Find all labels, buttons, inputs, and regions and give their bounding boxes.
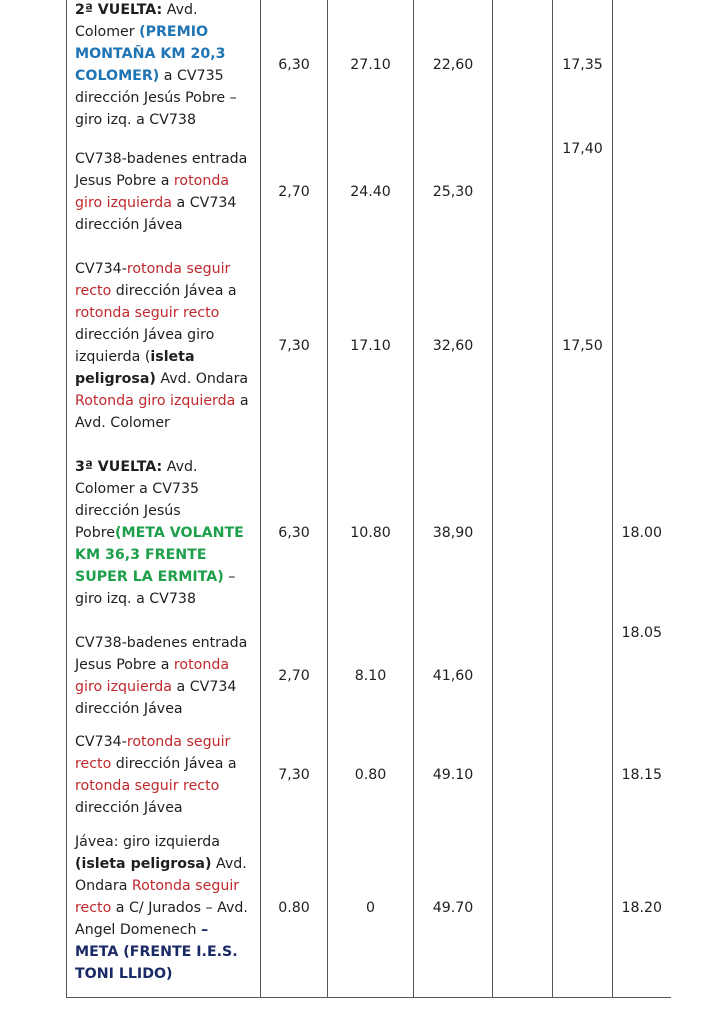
route-text-segment: a Avd. Colomer [75,393,249,431]
km-remaining-cell [328,621,414,731]
time-slow-cell [613,731,671,819]
time-slow-cell [613,0,671,137]
blank-cell [493,445,553,621]
km-total-cell [414,621,493,731]
blank-cell [493,137,553,247]
km-partial-cell [261,247,328,445]
time-fast-cell [553,731,613,819]
route-text-segment: – META (FRENTE I.E.S. TONI LLIDO) [75,921,238,982]
route-text-segment: dirección Jávea a [111,756,237,772]
route-text-segment: CV738-badenes entrada Jesus Pobre a [75,635,248,673]
table-row [67,247,671,445]
blank-cell [493,0,553,137]
km-total-cell [414,819,493,997]
time-fast-cell [553,445,613,621]
km-remaining-cell [328,731,414,819]
time-fast-cell [553,819,613,997]
time-slow-cell [613,621,671,731]
time-slow-value: 18.05 [621,625,663,641]
km-total-cell [414,731,493,819]
route-text-segment: Avd. Ondara [75,855,247,894]
km-remaining-value: 0.80 [354,767,387,783]
km-remaining-cell [328,137,414,247]
route-description [67,621,261,731]
time-slow-cell [613,247,671,445]
km-partial-value: 2,70 [278,668,310,684]
km-partial-value: 7,30 [278,767,310,783]
km-total-value: 25,30 [432,184,474,200]
route-description [67,731,261,819]
route-text-segment: Avd. Colomer [75,2,198,40]
table-row [67,445,671,621]
km-partial-value: 6,30 [278,525,310,541]
km-total-value: 22,60 [432,57,474,73]
blank-cell [493,731,553,819]
route-text-segment: dirección Jávea a [111,283,237,299]
route-text-segment: 2ª VUELTA: [75,2,163,18]
time-slow-cell [613,445,671,621]
km-remaining-cell [328,819,414,997]
time-fast-value: 17,50 [562,338,603,354]
km-remaining-value: 8.10 [354,668,387,684]
table-row [67,731,671,819]
km-partial-cell [261,0,328,137]
km-partial-cell [261,819,328,997]
km-total-cell [414,137,493,247]
route-description [67,445,261,621]
km-total-cell [414,247,493,445]
route-text-segment: a CV734 dirección Jávea [75,679,237,717]
time-slow-value: 18.15 [621,767,663,783]
time-slow-value: 18.00 [621,525,663,541]
route-text-segment: dirección Jávea [75,800,183,816]
km-partial-cell [261,137,328,247]
km-partial-value: 0.80 [278,899,310,916]
time-slow-cell [613,819,671,997]
route-description [67,137,261,247]
time-fast-value: 17,40 [562,141,603,157]
route-table [66,0,671,998]
km-remaining-cell [328,247,414,445]
route-text-segment: CV738-badenes entrada Jesus Pobre a [75,151,248,189]
route-description [67,0,261,137]
time-slow-cell [613,137,671,247]
route-text-segment: rotonda giro izquierda [75,657,230,695]
time-fast-cell [553,247,613,445]
blank-cell [493,819,553,997]
blank-cell [493,247,553,445]
route-text-segment: a CV735 dirección Jesús Pobre – giro izq. a CV738 [75,68,237,128]
route-text-segment: CV734- [75,734,127,750]
route-text-segment: Rotonda giro izquierda [75,393,236,409]
km-partial-value: 6,30 [278,57,310,73]
km-partial-cell [261,445,328,621]
table-row [67,137,671,247]
route-text-segment: CV734- [75,261,127,277]
route-text-segment: – giro izq. a CV738 [75,569,236,607]
time-fast-cell [553,137,613,247]
route-description [67,247,261,445]
route-text-segment: (isleta peligrosa) [75,855,212,872]
km-partial-value: 2,70 [278,184,310,200]
km-total-value: 49.10 [432,767,474,783]
km-partial-cell [261,731,328,819]
km-remaining-value: 0 [365,899,376,916]
km-partial-cell [261,621,328,731]
km-total-value: 32,60 [432,338,474,354]
km-partial-value: 7,30 [278,338,310,354]
route-text-segment: a CV734 dirección Jávea [75,195,237,233]
km-total-value: 41,60 [432,668,474,684]
route-text-segment: Rotonda seguir recto [75,877,240,916]
km-total-cell [414,0,493,137]
km-total-value: 38,90 [432,525,474,541]
route-text-segment: rotonda seguir recto [75,305,220,321]
route-text-segment: (META VOLANTE KM 36,3 FRENTE SUPER LA ERMITA) [75,525,244,585]
route-text-segment: 3ª VUELTA: [75,459,163,475]
route-text-segment: rotonda seguir recto [75,734,231,772]
route-text-segment: dirección Jávea giro izquierda ( [75,327,215,365]
km-total-value: 49.70 [432,899,474,916]
route-text-segment: (PREMIO MONTAÑA KM 20,3 COLOMER) [75,24,226,84]
route-text-segment: rotonda seguir recto [75,261,231,299]
km-remaining-cell [328,0,414,137]
route-text-segment: Avd. Ondara [155,371,249,387]
table-row [67,0,671,137]
route-text-segment: Avd. Colomer a CV735 dirección Jesús Pobre [75,459,199,541]
time-fast-cell [553,621,613,731]
route-text-segment: rotonda giro izquierda [75,173,230,211]
route-text-segment: isleta peligrosa) [75,349,195,387]
table-row [67,819,671,997]
km-total-cell [414,445,493,621]
km-remaining-value: 24.40 [350,184,391,200]
time-fast-value: 17,35 [562,57,603,73]
km-remaining-cell [328,445,414,621]
km-remaining-value: 27.10 [350,57,391,73]
route-description [67,819,261,997]
table-row [67,621,671,731]
route-text-segment: Jávea: giro izquierda [75,833,220,850]
km-remaining-value: 10.80 [350,525,391,541]
km-remaining-value: 17.10 [350,338,391,354]
route-text-segment: a C/ Jurados – Avd. Angel Domenech [75,899,248,938]
time-fast-cell [553,0,613,137]
blank-cell [493,621,553,731]
route-text-segment: rotonda seguir recto [75,778,220,794]
time-slow-value: 18.20 [621,899,663,916]
